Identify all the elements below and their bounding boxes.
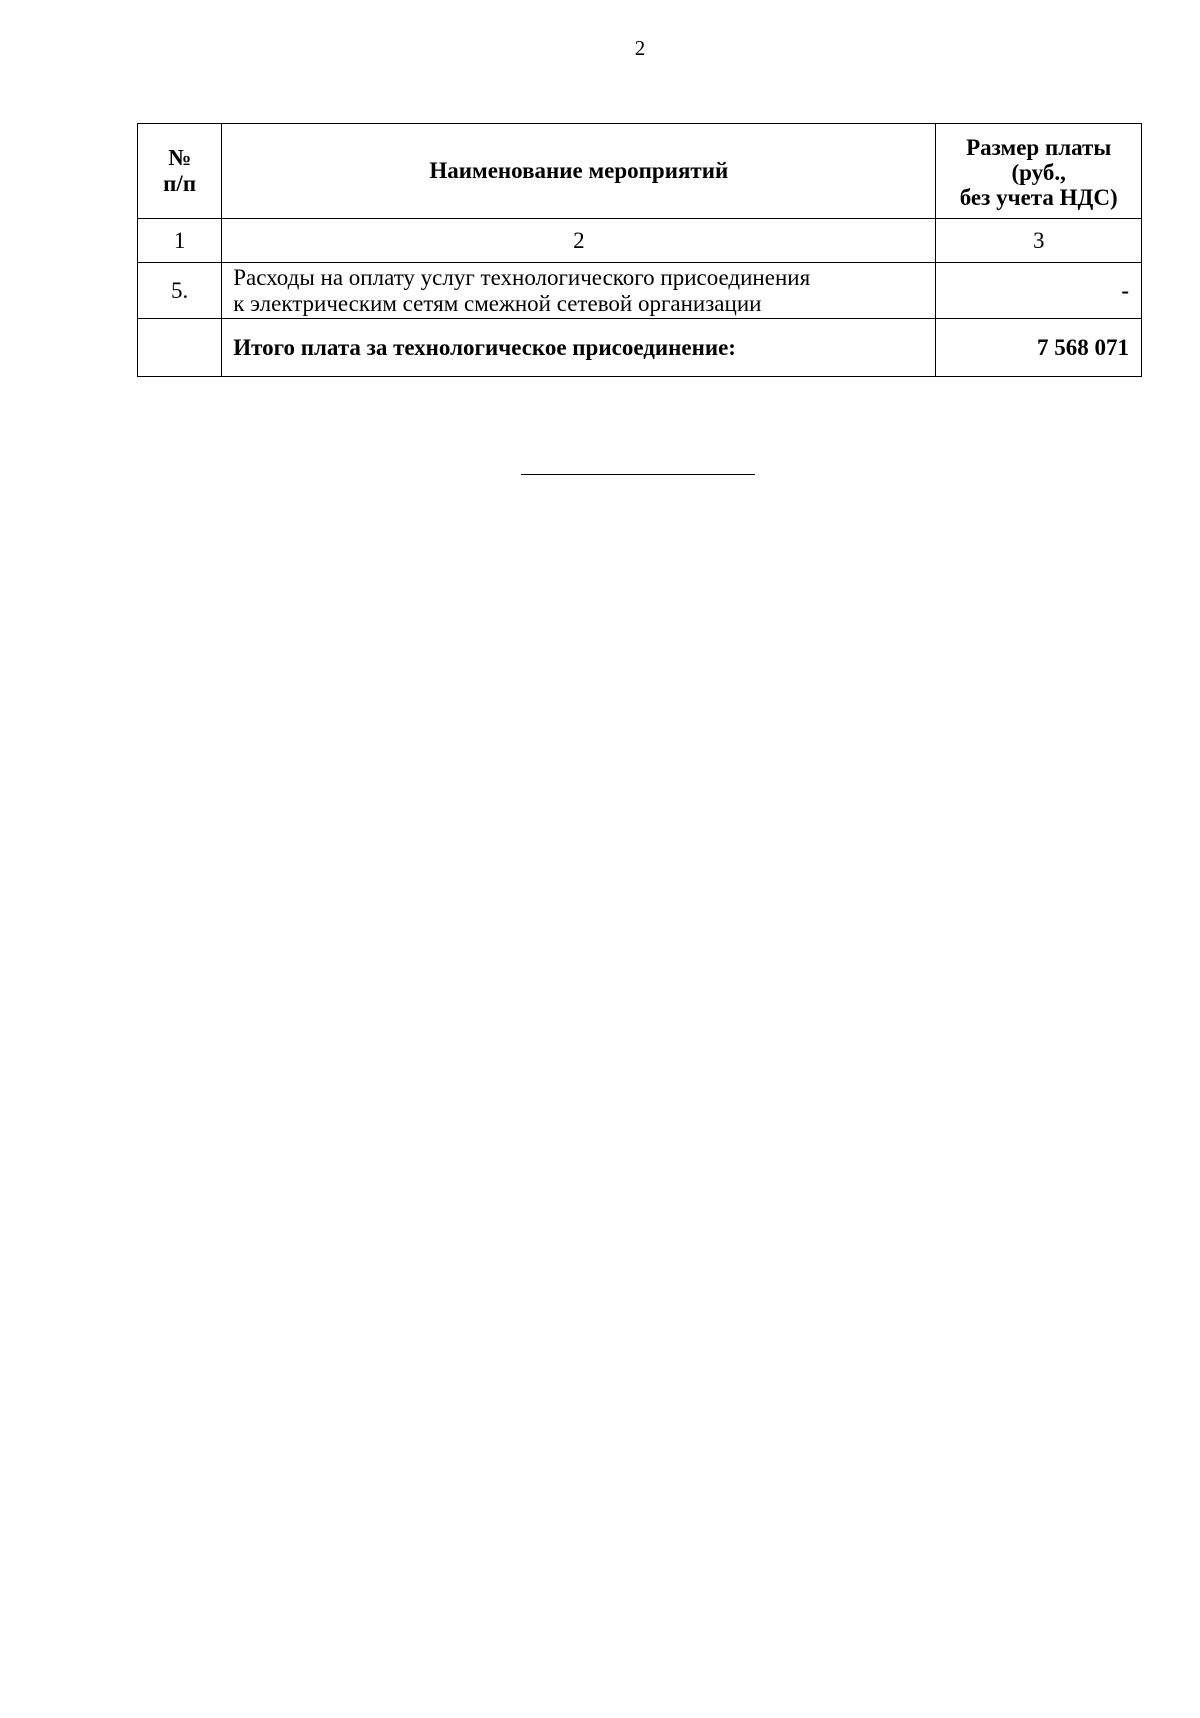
total-row bbox=[138, 319, 1142, 377]
item-name bbox=[222, 263, 936, 319]
column-number-row bbox=[138, 219, 1142, 263]
total-value: 7 568 071 bbox=[936, 319, 1142, 377]
item-fee: - bbox=[936, 263, 1142, 319]
column-number-2: 2 bbox=[222, 219, 936, 263]
item-name-line-2: к электрическим сетям смежной сетевой организации bbox=[233, 290, 762, 316]
table-row bbox=[138, 263, 1142, 319]
table-header-row bbox=[138, 124, 1142, 219]
item-num: 5. bbox=[138, 263, 222, 319]
header-num bbox=[138, 124, 222, 219]
total-num-empty bbox=[138, 319, 222, 377]
header-fee-line-1: Размер платы bbox=[966, 134, 1112, 160]
page-number: 2 bbox=[634, 36, 646, 60]
header-fee bbox=[936, 124, 1142, 219]
header-num-line-2: п/п bbox=[163, 171, 197, 196]
end-of-document-rule bbox=[521, 474, 755, 475]
column-number-1: 1 bbox=[138, 219, 222, 263]
header-fee-line-3: без учета НДС) bbox=[959, 184, 1118, 210]
header-num-line-1: № bbox=[168, 145, 192, 170]
total-label: Итого плата за технологическое присоединение: bbox=[222, 319, 936, 377]
item-name-line-1: Расходы на оплату услуг технологического присоединения bbox=[233, 264, 811, 290]
header-fee-line-2: (руб., bbox=[1011, 159, 1066, 185]
column-number-3: 3 bbox=[936, 219, 1142, 263]
header-name: Наименование мероприятий bbox=[222, 124, 936, 219]
fee-table bbox=[137, 123, 1142, 377]
